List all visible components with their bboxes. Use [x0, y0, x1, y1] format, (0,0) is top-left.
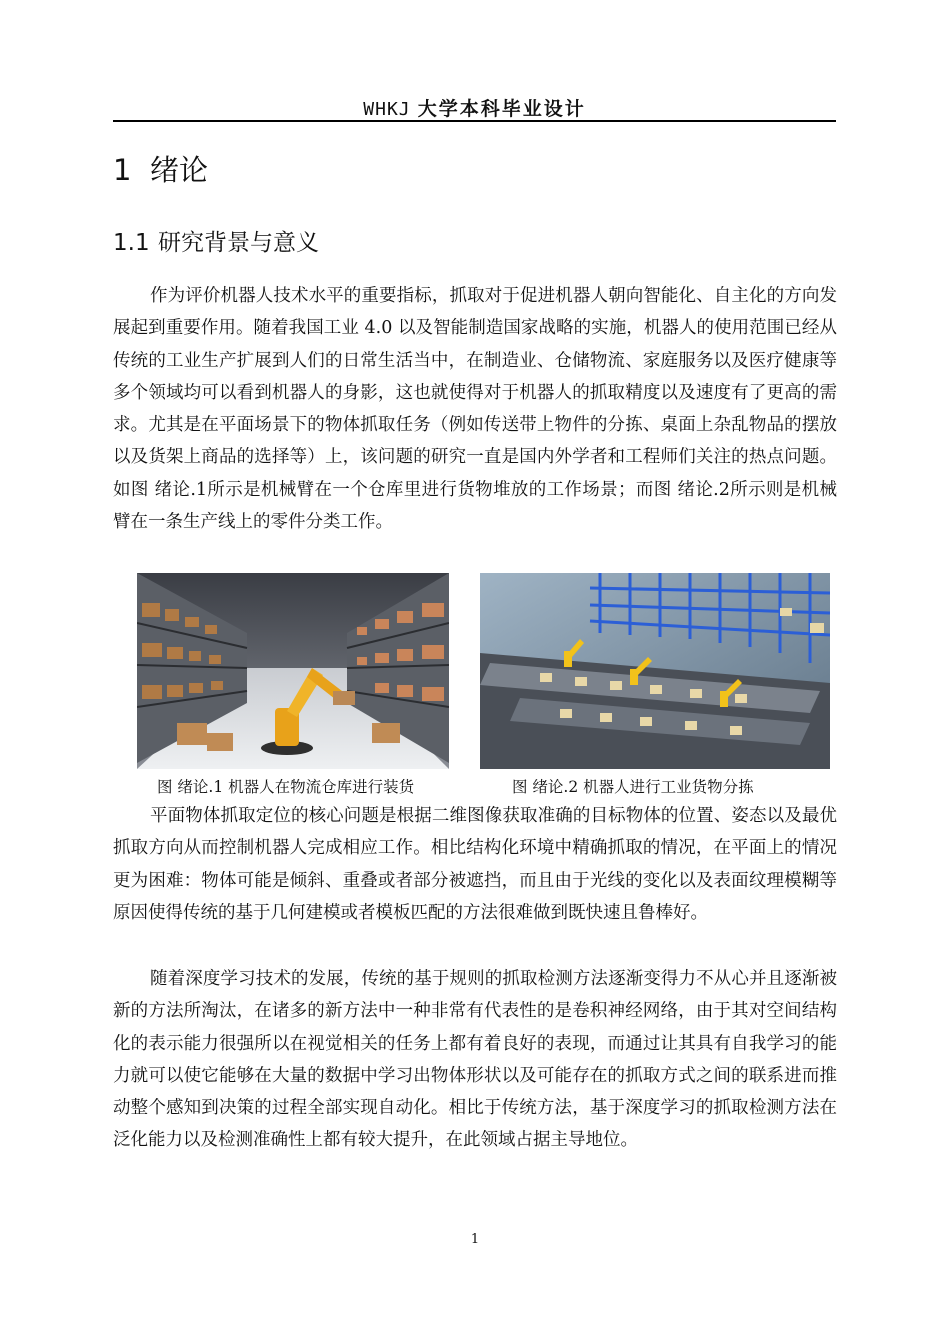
body-paragraph-3: 随着深度学习技术的发展，传统的基于规则的抓取检测方法逐渐变得力不从心并且逐渐被新的方法所淘汰，在诸多的新方法中一种非常有代表性的是卷积神经网络，由于其对空间结构化的表示能力很强所以在视觉相关的任务上都有着良好的表现，而通过让其具有自我学习的能力就可以使它能够在大量的数据中学习出物体形状以及可能存在的抓取方式之间的联系进而推动整个感知到决策的过程全部实现自动化。相比于传统方法，基于深度学习的抓取检测方法在泛化能力以及检测准确性上都有较大提升，在此领域占据主导地位。: [113, 969, 837, 1151]
section-number: 1.1: [113, 230, 150, 256]
figure-warehouse-robot-image: [137, 573, 449, 769]
figure-2-caption: 图 绪论.2 机器人进行工业货物分拣: [512, 778, 754, 796]
warehouse-illustration: [137, 573, 449, 769]
section-heading: [113, 224, 319, 257]
header-title-cjk: 大学本科毕业设计: [417, 98, 586, 120]
body-paragraph-2: 平面物体抓取定位的核心问题是根据二维图像获取准确的目标物体的位置、姿态以及最优抓取方向从而控制机器人完成相应工作。相比结构化环境中精确抓取的情况，在平面上的情况更为困难：物体可能是倾斜、重叠或者部分被遮挡，而且由于光线的变化以及表面纹理模糊等原因使得传统的基于几何建模或者模板匹配的方法很难做到既快速且鲁棒好。: [113, 806, 837, 923]
body-paragraph-1: 作为评价机器人技术水平的重要指标，抓取对于促进机器人朝向智能化、自主化的方向发展起到重要作用。随着我国工业 4.0 以及智能制造国家战略的实施，机器人的使用范围已经从传统的工业生产扩展到人们的日常生活当中，在制造业、仓储物流、家庭服务以及医疗健康等多个领域均可以看到机器人的身影，这也就使得对于机器人的抓取精度以及速度有了更高的需求。尤其是在平面场景下的物体抓取任务（例如传送带上物件的分拣、桌面上杂乱物品的摆放以及货架上商品的选择等）上，该问题的研究一直是国内外学者和工程师们关注的热点问题。如图 绪论.1所示是机械臂在一个仓库里进行货物堆放的工作场景；而图 绪论.2所示则是机械臂在一条生产线上的零件分类工作。: [113, 286, 837, 533]
header-title-latin: WHKJ: [363, 99, 411, 120]
header-rule: [113, 120, 836, 122]
page-number: 1: [470, 1232, 480, 1247]
figure-1-caption: 图 绪论.1 机器人在物流仓库进行装货: [157, 778, 415, 796]
chapter-number: 1: [113, 153, 132, 187]
section-title: 研究背景与意义: [158, 230, 319, 256]
chapter-heading: [113, 148, 208, 189]
chapter-title: 绪论: [150, 153, 209, 187]
sorting-line-illustration: [480, 573, 830, 769]
running-header: [113, 94, 836, 121]
figure-sorting-line-image: [480, 573, 830, 769]
